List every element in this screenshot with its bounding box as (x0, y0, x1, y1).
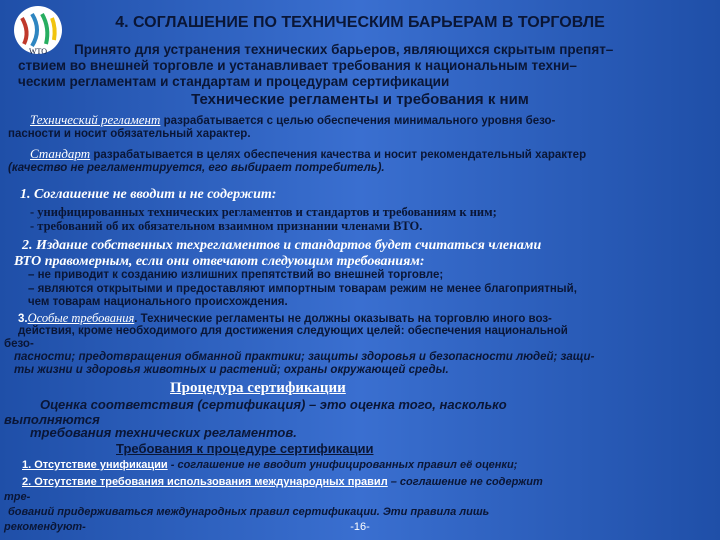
point-3-term: Особые требования (27, 311, 135, 325)
point-3-text-3: безо- (4, 338, 34, 350)
tech-regulation-text-2: пасности и носит обязательный характер. (8, 128, 251, 140)
certification-text-2: выполняются (4, 412, 100, 427)
cert-req-2-text: – соглашение не содержит (387, 476, 543, 488)
regulations-heading: Технические регламенты и требования к ним (191, 91, 529, 108)
cert-requirement-2 (22, 476, 543, 489)
point-3-number: 3. (18, 313, 28, 325)
standard-line (30, 147, 586, 162)
certification-heading: Процедура сертификации (170, 380, 346, 396)
tech-regulation-term: Технический регламент (30, 112, 161, 127)
point-2-title-1: 2. Издание собственных техрегламентов и стандартов будет считаться членами (22, 238, 542, 253)
point-2-bullet-2: – являются открытыми и предоставляют импортным товарам режим не менее благоприятный, (28, 283, 577, 295)
point-3-text-4: пасности; предотвращения обманной практики; защиты здоровья и безопасности людей; защи- (14, 351, 595, 363)
page-title: 4. СОГЛАШЕНИЕ ПО ТЕХНИЧЕСКИМ БАРЬЕРАМ В ТОРГОВЛЕ (115, 14, 605, 31)
cert-requirements-heading: Требования к процедуре сертификации (116, 441, 374, 456)
subtitle-line-1: Принято для устранения технических барьеров, являющихся скрытым препят– (74, 42, 614, 57)
subtitle-line-2: ствием во внешней торговле и устанавливает требования к национальным техни– (18, 58, 577, 73)
point-3-text-5: ты жизни и здоровья животных и растений; охраны окружающей среды. (14, 364, 449, 376)
subtitle-line-3: ческим регламентам и стандартам и процедурам сертификации (18, 74, 450, 89)
wto-logo (10, 4, 66, 60)
cert-requirement-1 (22, 459, 517, 472)
cert-req-2-text-2: тре- (4, 491, 31, 503)
point-1-bullet-2: - требований об их обязательном взаимном признании членами ВТО. (30, 219, 423, 233)
certification-text-3: требования технических регламентов. (30, 425, 297, 440)
cert-req-2-text-4: рекомендуют- (4, 521, 86, 533)
point-2-bullet-3: чем товарам национального происхождения. (28, 296, 288, 308)
page-number: -16- (350, 521, 370, 533)
point-1-title: 1. Соглашение не вводит и не содержит: (20, 187, 277, 202)
certification-text-1: Оценка соответствия (сертификация) – это оценка того, насколько (40, 397, 507, 412)
cert-req-1-term: 1. Отсутствие унификации (22, 459, 168, 471)
standard-text-2: (качество не регламентируется, его выбирает потребитель). (8, 162, 385, 174)
cert-req-1-text: - соглашение не вводит унифицированных правил её оценки; (167, 459, 518, 471)
cert-req-2-text-3: бований придерживаться международных правил сертификации. Эти правила лишь (8, 506, 490, 518)
point-3-text-2-a: действия, кроме необходимого для достижения следующих целей: обеспечения национальной (18, 325, 568, 337)
logo-text: WTO (28, 47, 48, 56)
standard-term: Стандарт (30, 146, 91, 161)
cert-req-2-term: 2. Отсутствие требования использования международных правил (22, 476, 388, 488)
point-2-bullet-1: – не приводит к созданию излишних препятствий во внешней торговле; (28, 269, 444, 281)
standard-text: разрабатывается в целях обеспечения качества и носит рекомендательный характер (90, 149, 587, 161)
point-2-title-2: ВТО правомерным, если они отвечают следующим требованиям: (14, 254, 425, 269)
tech-regulation-line (30, 113, 555, 128)
point-1-bullet-1: - унифицированных технических регламентов и стандартов и требованиям к ним; (30, 205, 497, 219)
point-3-text-1: . Технические регламенты не должны оказывать на торговлю иного воз- (134, 313, 552, 325)
tech-regulation-text: разрабатывается с целью обеспечения минимального уровня безо- (160, 115, 556, 127)
point-3-text-2 (18, 325, 568, 338)
point-3-line-1 (18, 312, 552, 326)
